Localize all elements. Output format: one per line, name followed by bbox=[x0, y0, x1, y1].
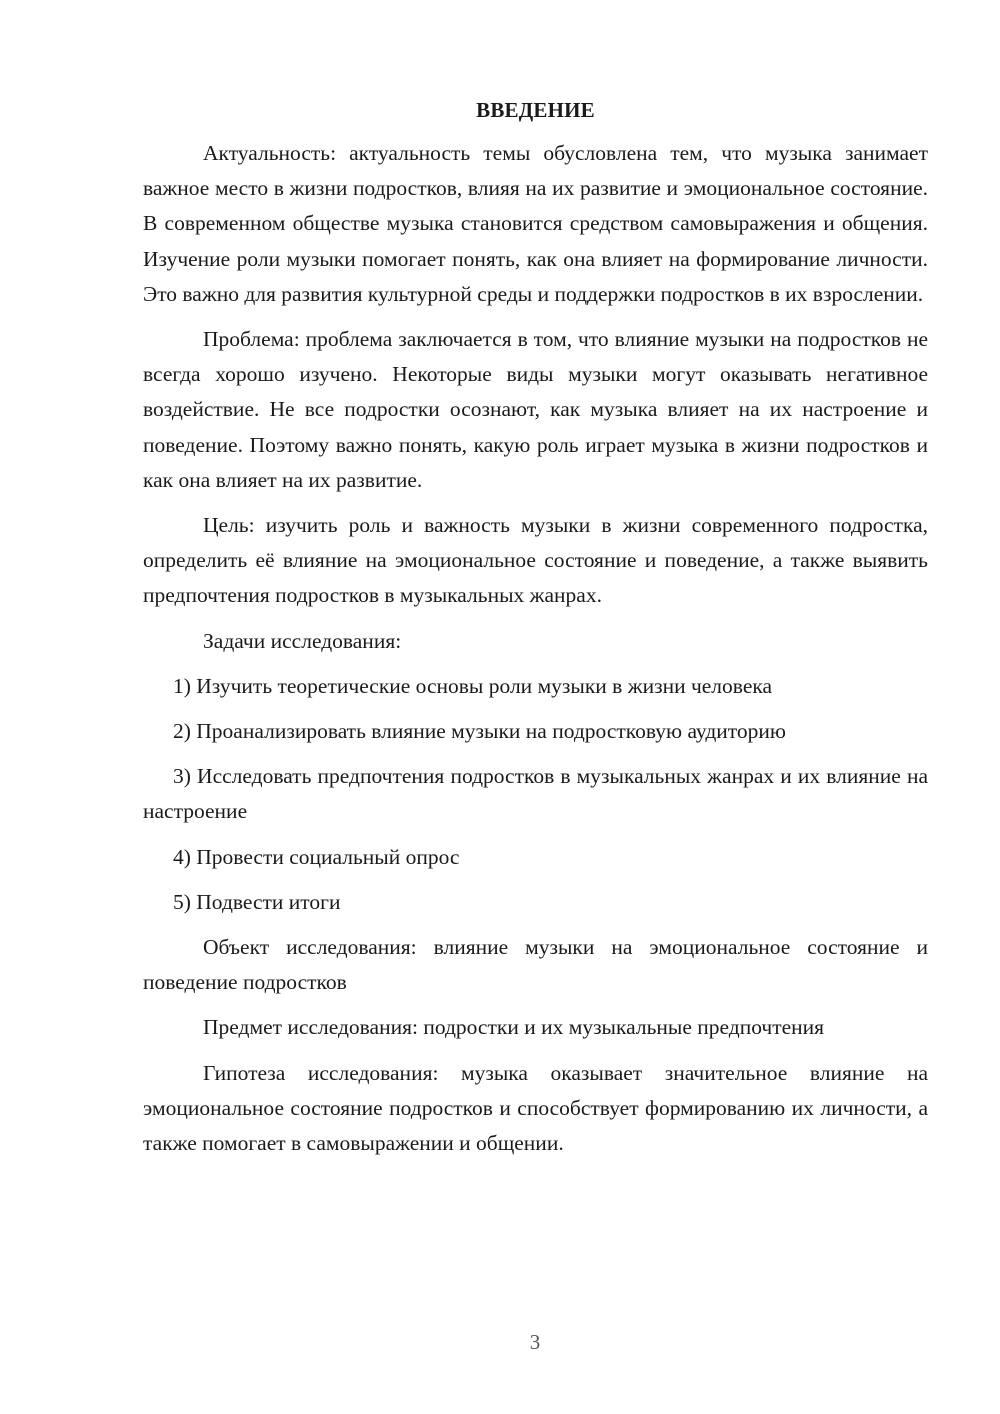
goal-paragraph: Цель: изучить роль и важность музыки в жизни современного подростка, определить её влияние на эмоциональное состояние и поведение, а также выявить предпочтения подростков в музыкальных жанрах. bbox=[143, 513, 928, 608]
section-title: ВВЕДЕНИЕ bbox=[476, 98, 595, 122]
task-item-2: 2) Проанализировать влияние музыки на подростковую аудиторию bbox=[173, 719, 786, 744]
task-item-4: 4) Провести социальный опрос bbox=[173, 844, 460, 869]
problem-paragraph: Проблема: проблема заключается в том, что влияние музыки на подростков не всегда хорошо изучено. Некоторые виды музыки могут оказывать негативное воздействие. Не все подростки осознают, как музыка влияет на их настроение и поведение. Поэтому важно понять, какую роль играет музыка в жизни подростков и как она влияет на их развитие. bbox=[143, 327, 928, 492]
relevance-paragraph: Актуальность: актуальность темы обусловлена тем, что музыка занимает важное место в жизни подростков, влияя на их развитие и эмоциональное состояние. В современном обществе музыка становится средством самовыражения и общения. Изучение роли музыки помогает понять, как она влияет на формирование личности. Это важно для развития культурной среды и поддержки подростков в их взрослении. bbox=[143, 141, 928, 306]
task-item-3: 3) Исследовать предпочтения подростков в музыкальных жанрах и их влияние на настроение bbox=[143, 764, 928, 824]
task-item-5: 5) Подвести итоги bbox=[173, 889, 341, 914]
subject-paragraph: Предмет исследования: подростки и их музыкальные предпочтения bbox=[203, 1015, 825, 1040]
object-paragraph: Объект исследования: влияние музыки на эмоциональное состояние и поведение подростков bbox=[143, 935, 928, 995]
hypothesis-paragraph: Гипотеза исследования: музыка оказывает значительное влияние на эмоциональное состояние подростков и способствует формированию их личности, а также помогает в самовыражении и общении. bbox=[143, 1060, 928, 1156]
tasks-heading: Задачи исследования: bbox=[203, 628, 402, 653]
page-number: 3 bbox=[529, 1330, 541, 1354]
task-item-1: 1) Изучить теоретические основы роли музыки в жизни человека bbox=[173, 673, 773, 698]
page-content bbox=[143, 93, 928, 1171]
